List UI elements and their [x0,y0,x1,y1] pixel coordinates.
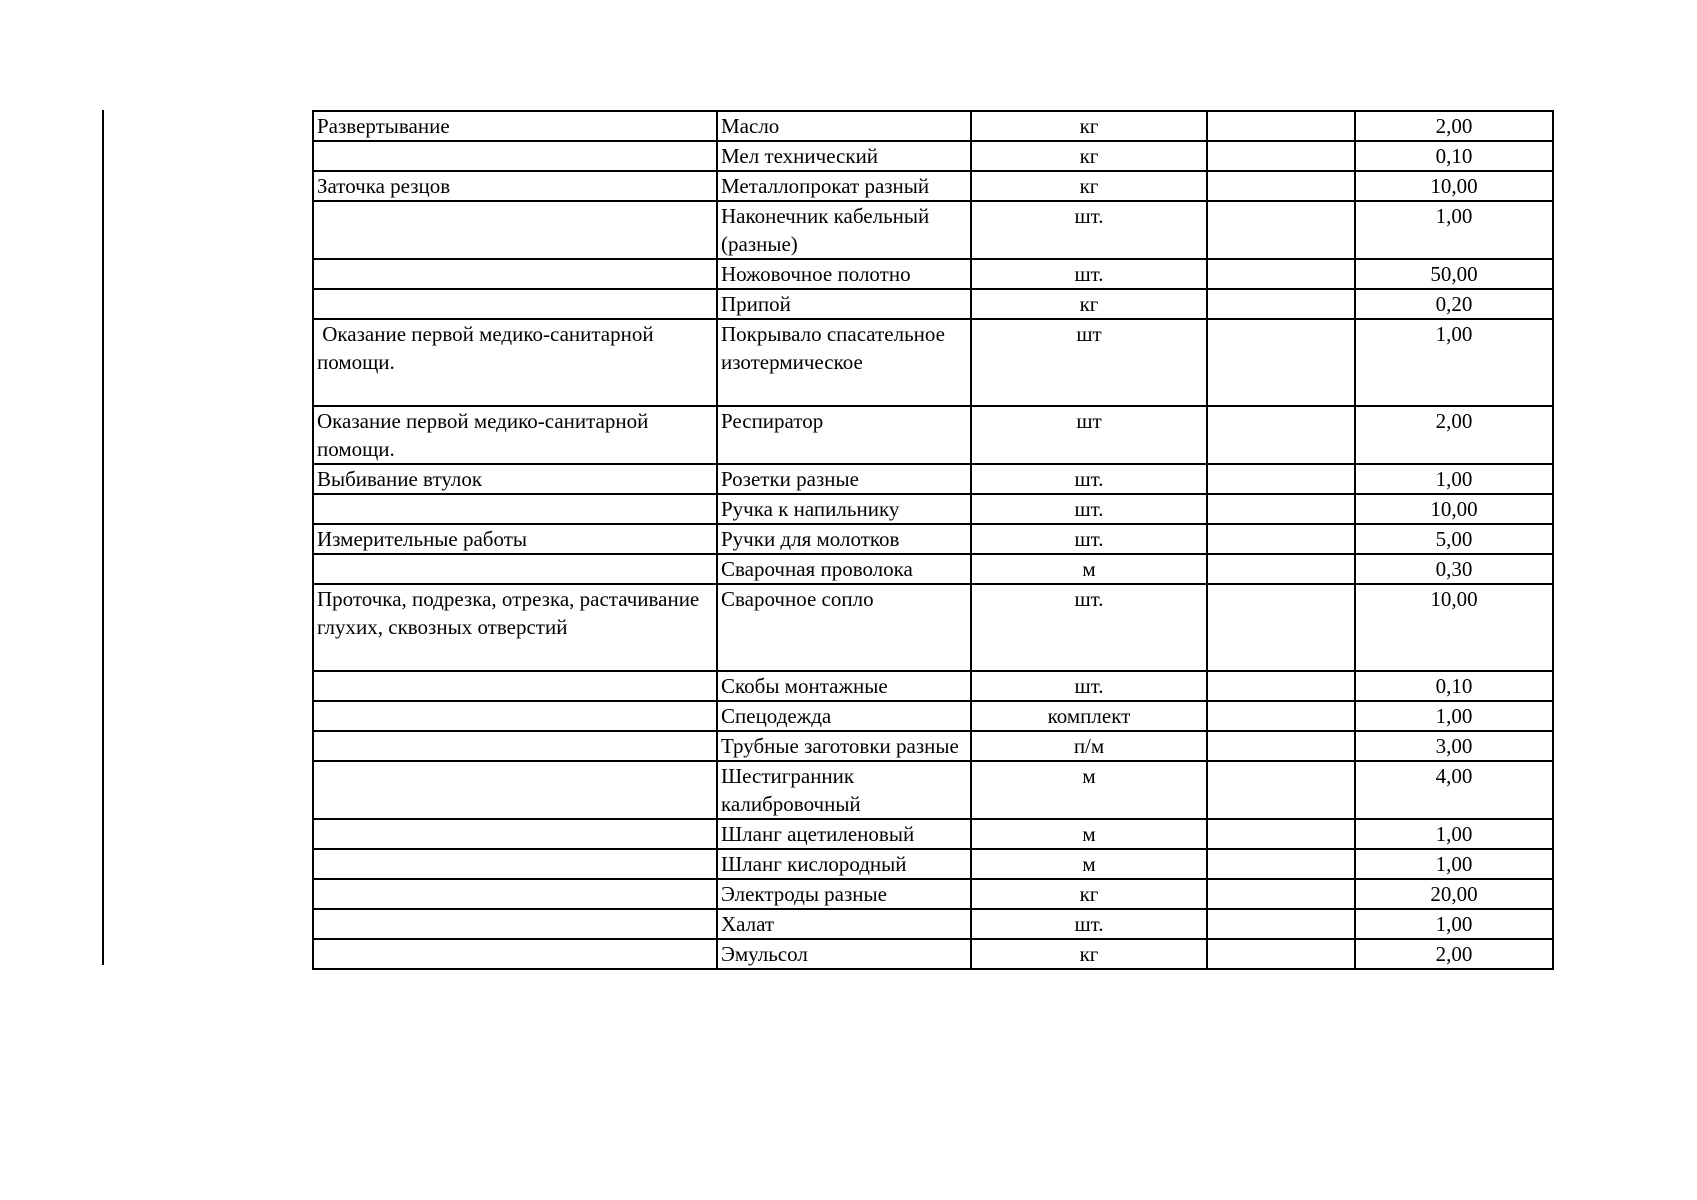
empty-cell [1207,939,1355,969]
unit-cell: шт [971,319,1207,406]
material-cell: Электроды разные [717,879,971,909]
unit-cell: шт. [971,464,1207,494]
page-margin-rule [102,110,104,965]
quantity-cell: 1,00 [1355,701,1553,731]
empty-cell [1207,524,1355,554]
work-cell: Выбивание втулок [313,464,717,494]
work-cell [313,939,717,969]
table-row [313,701,1553,731]
quantity-cell: 1,00 [1355,819,1553,849]
work-cell: Оказание первой медико-санитарной помощи. [313,319,717,406]
unit-cell: м [971,554,1207,584]
quantity-cell: 4,00 [1355,761,1553,819]
material-cell: Шланг кислородный [717,849,971,879]
work-cell: Заточка резцов [313,171,717,201]
table-row [313,259,1553,289]
unit-cell: кг [971,879,1207,909]
quantity-cell: 0,30 [1355,554,1553,584]
material-cell: Ручка к напильнику [717,494,971,524]
empty-cell [1207,464,1355,494]
quantity-cell: 1,00 [1355,319,1553,406]
empty-cell [1207,671,1355,701]
table-row [313,319,1553,406]
work-cell [313,879,717,909]
table-row [313,819,1553,849]
material-cell: Трубные заготовки разные [717,731,971,761]
material-cell: Халат [717,909,971,939]
unit-cell: кг [971,939,1207,969]
quantity-cell: 2,00 [1355,111,1553,141]
quantity-cell: 10,00 [1355,171,1553,201]
material-cell: Масло [717,111,971,141]
work-cell: Проточка, подрезка, отрезка, растачивание глухих, сквозных отверстий [313,584,717,671]
empty-cell [1207,819,1355,849]
quantity-cell: 3,00 [1355,731,1553,761]
work-cell [313,701,717,731]
work-cell: Оказание первой медико-санитарной помощи. [313,406,717,464]
table-row [313,554,1553,584]
unit-cell: шт. [971,909,1207,939]
work-cell [313,671,717,701]
empty-cell [1207,319,1355,406]
unit-cell: кг [971,141,1207,171]
empty-cell [1207,289,1355,319]
material-cell: Покрывало спасательное изотермическое [717,319,971,406]
quantity-cell: 1,00 [1355,201,1553,259]
material-cell: Припой [717,289,971,319]
work-cell [313,909,717,939]
material-cell: Сварочное сопло [717,584,971,671]
work-cell [313,494,717,524]
unit-cell: шт. [971,259,1207,289]
quantity-cell: 1,00 [1355,464,1553,494]
table-row [313,761,1553,819]
unit-cell: кг [971,289,1207,319]
work-cell [313,761,717,819]
unit-cell: кг [971,171,1207,201]
table-row [313,524,1553,554]
work-cell [313,731,717,761]
unit-cell: м [971,849,1207,879]
material-cell: Ручки для молотков [717,524,971,554]
material-cell: Ножовочное полотно [717,259,971,289]
quantity-cell: 50,00 [1355,259,1553,289]
material-cell: Шестигранник калибровочный [717,761,971,819]
material-cell: Шланг ацетиленовый [717,819,971,849]
empty-cell [1207,259,1355,289]
table-row [313,849,1553,879]
unit-cell: п/м [971,731,1207,761]
empty-cell [1207,554,1355,584]
unit-cell: шт. [971,201,1207,259]
work-cell [313,289,717,319]
empty-cell [1207,761,1355,819]
quantity-cell: 1,00 [1355,909,1553,939]
quantity-cell: 0,10 [1355,671,1553,701]
materials-table [312,110,1554,970]
table-row [313,584,1553,671]
table-row [313,879,1553,909]
work-cell: Измерительные работы [313,524,717,554]
quantity-cell: 20,00 [1355,879,1553,909]
quantity-cell: 1,00 [1355,849,1553,879]
unit-cell: шт. [971,671,1207,701]
quantity-cell: 5,00 [1355,524,1553,554]
empty-cell [1207,111,1355,141]
empty-cell [1207,701,1355,731]
work-cell [313,554,717,584]
material-cell: Спецодежда [717,701,971,731]
table-row [313,141,1553,171]
unit-cell: шт. [971,494,1207,524]
unit-cell: кг [971,111,1207,141]
unit-cell: комплект [971,701,1207,731]
table-row [313,289,1553,319]
material-cell: Респиратор [717,406,971,464]
quantity-cell: 0,10 [1355,141,1553,171]
empty-cell [1207,171,1355,201]
quantity-cell: 2,00 [1355,406,1553,464]
table-row [313,494,1553,524]
table-row [313,671,1553,701]
table-row [313,731,1553,761]
empty-cell [1207,201,1355,259]
table-row [313,111,1553,141]
work-cell: Развертывание [313,111,717,141]
unit-cell: м [971,761,1207,819]
material-cell: Металлопрокат разный [717,171,971,201]
unit-cell: шт [971,406,1207,464]
table-row [313,406,1553,464]
work-cell [313,201,717,259]
table-row [313,909,1553,939]
material-cell: Скобы монтажные [717,671,971,701]
empty-cell [1207,849,1355,879]
quantity-cell: 2,00 [1355,939,1553,969]
material-cell: Розетки разные [717,464,971,494]
material-cell: Мел технический [717,141,971,171]
work-cell [313,259,717,289]
work-cell [313,849,717,879]
empty-cell [1207,731,1355,761]
empty-cell [1207,879,1355,909]
table-row [313,939,1553,969]
empty-cell [1207,584,1355,671]
unit-cell: м [971,819,1207,849]
unit-cell: шт. [971,584,1207,671]
empty-cell [1207,494,1355,524]
quantity-cell: 10,00 [1355,584,1553,671]
quantity-cell: 10,00 [1355,494,1553,524]
material-cell: Наконечник кабельный (разные) [717,201,971,259]
empty-cell [1207,406,1355,464]
empty-cell [1207,909,1355,939]
work-cell [313,819,717,849]
table-row [313,464,1553,494]
material-cell: Сварочная проволока [717,554,971,584]
work-cell [313,141,717,171]
material-cell: Эмульсол [717,939,971,969]
quantity-cell: 0,20 [1355,289,1553,319]
empty-cell [1207,141,1355,171]
table-row [313,171,1553,201]
table-row [313,201,1553,259]
unit-cell: шт. [971,524,1207,554]
